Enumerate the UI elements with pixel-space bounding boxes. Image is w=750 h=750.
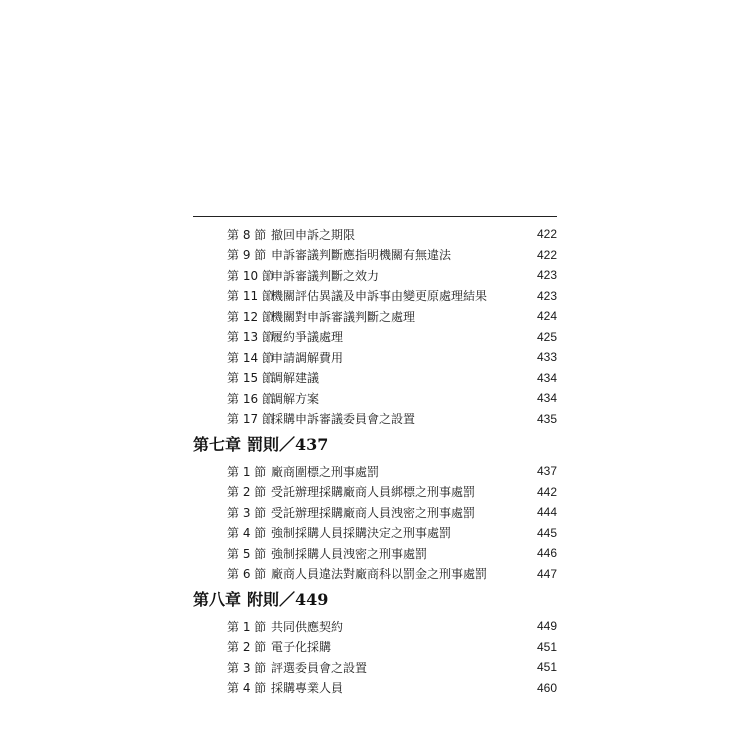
toc-entry [193,347,557,368]
section-title: 申訴審議判斷之效力 [271,268,380,283]
page-number: 446 [536,546,557,561]
section-number: 第 4 節 [227,681,267,696]
toc-entry [193,265,557,286]
page-number: 449 [536,619,557,634]
section-number: 第 2 節 [227,640,267,655]
page-number: 425 [536,329,557,344]
chapter-number: 第八章 [193,590,242,609]
section-title: 廠商人員違法對廠商科以罰金之刑事處罰 [271,567,488,582]
section-title: 採購申訴審議委員會之設置 [271,412,416,427]
section-number: 第 17 節 [227,412,274,427]
top-rule [193,216,557,217]
section-number: 第 15 節 [227,371,274,386]
toc-entry [193,409,557,430]
section-title: 受託辦理採購廠商人員綁標之刑事處罰 [271,485,476,500]
section-title: 調解建議 [271,371,320,386]
section-number: 第 8 節 [227,227,267,242]
section-title: 申訴審議判斷應指明機關有無違法 [271,248,452,263]
page-number: 423 [536,268,557,283]
page-number: 437 [536,464,557,479]
section-number: 第 1 節 [227,464,267,479]
page-number: 444 [536,505,557,520]
page-number: 423 [536,288,557,303]
section-number: 第 14 節 [227,350,274,365]
toc-entry [193,637,557,658]
page-number: 442 [536,484,557,499]
section-number: 第 3 節 [227,660,267,675]
section-number: 第 9 節 [227,248,267,263]
section-number: 第 5 節 [227,546,267,561]
toc-entry [193,368,557,389]
chapter-heading [193,584,557,616]
section-title: 履約爭議處理 [271,330,344,345]
section-title: 調解方案 [271,391,320,406]
page-number: 447 [536,566,557,581]
toc-entry [193,245,557,266]
section-title: 強制採購人員採購決定之刑事處罰 [271,526,452,541]
page-number: 460 [536,680,557,695]
page-number: 434 [536,370,557,385]
toc-entry [193,543,557,564]
toc-entry [193,286,557,307]
toc-entry [193,678,557,699]
section-title: 機關評估異議及申訴事由變更原處理結果 [271,289,488,304]
section-title: 申請調解費用 [271,350,344,365]
section-number: 第 2 節 [227,485,267,500]
page-number: 451 [536,660,557,675]
section-number: 第 10 節 [227,268,274,283]
page-number: 445 [536,525,557,540]
section-title: 評選委員會之設置 [271,660,368,675]
section-title: 撤回申訴之期限 [271,227,356,242]
toc-entry [193,388,557,409]
section-number: 第 11 節 [227,289,274,304]
chapter-heading [193,429,557,461]
section-title: 強制採購人員洩密之刑事處罰 [271,546,428,561]
toc-entry [193,224,557,245]
section-number: 第 1 節 [227,619,267,634]
page-number: 424 [536,309,557,324]
toc-entry [193,657,557,678]
page-number: 422 [536,227,557,242]
section-number: 第 4 節 [227,526,267,541]
section-number: 第 6 節 [227,567,267,582]
toc-entry [193,502,557,523]
section-title: 廠商圍標之刑事處罰 [271,464,380,479]
section-number: 第 16 節 [227,391,274,406]
chapter-title: 罰則／437 [247,435,329,454]
chapter-number: 第七章 [193,435,242,454]
toc-entry [193,461,557,482]
page-number: 434 [536,391,557,406]
page-number: 435 [536,411,557,426]
page-number: 422 [536,247,557,262]
section-title: 機關對申訴審議判斷之處理 [271,309,416,324]
section-title: 共同供應契約 [271,619,344,634]
section-title: 電子化採購 [271,640,332,655]
toc-entry [193,482,557,503]
section-title: 受託辦理採購廠商人員洩密之刑事處罰 [271,505,476,520]
section-title: 採購專業人員 [271,681,344,696]
page-number: 451 [536,639,557,654]
page-number: 433 [536,350,557,365]
section-number: 第 3 節 [227,505,267,520]
toc-entry [193,523,557,544]
toc-entry [193,564,557,585]
toc-entry [193,616,557,637]
section-number: 第 13 節 [227,330,274,345]
section-number: 第 12 節 [227,309,274,324]
table-of-contents [193,224,557,698]
toc-entry [193,327,557,348]
chapter-title: 附則／449 [247,590,329,609]
toc-entry [193,306,557,327]
